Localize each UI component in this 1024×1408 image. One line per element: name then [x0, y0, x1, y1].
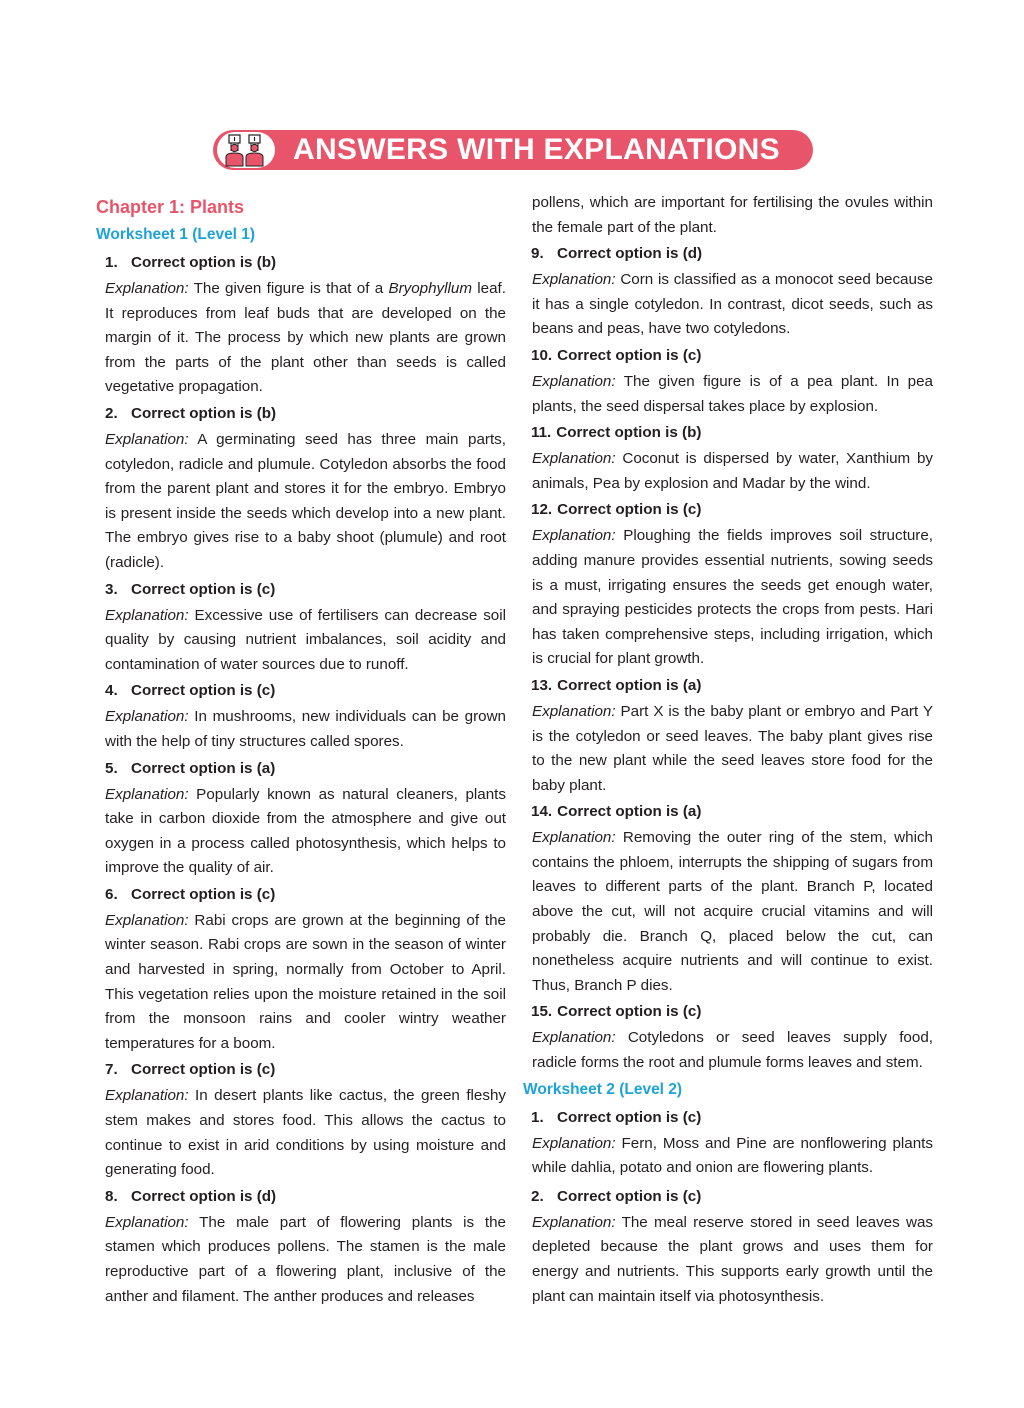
chapter-title: Chapter 1: Plants: [96, 197, 245, 217]
answer-heading: [523, 798, 933, 826]
answer-heading: [523, 240, 933, 268]
answer-number: 11.: [531, 424, 552, 442]
explanation-body: Coconut is dispersed by water, Xanthium by animals, Pea by explosion and Madar by the wind.: [532, 450, 933, 492]
answer-heading: [523, 1183, 933, 1211]
answer-number: 2.: [105, 404, 118, 422]
explanation-label: Explanation:: [105, 606, 189, 624]
explanation-body: Ploughing the fields improves soil structure, adding manure provides essential nutrients, sowing seeds is a must, irrigating ensures the seeds get enough water, and spraying pesticides protects the crops from pests. Hari has taken comprehensive steps, including irrigation, which is crucial for plant growth.: [532, 527, 933, 668]
answer-number: 14.: [531, 803, 553, 821]
answer-option: Correct option is (a): [131, 759, 276, 777]
answer-heading: [96, 576, 506, 604]
explanation-label: Explanation:: [105, 708, 189, 726]
answer-option: Correct option is (c): [131, 1061, 276, 1079]
worksheet-1-title: Worksheet 1 (Level 1): [96, 226, 256, 243]
answer-number: 6.: [105, 885, 118, 903]
explanation-label: Explanation:: [532, 372, 616, 390]
answer-option: Correct option is (a): [557, 676, 702, 694]
explanation-body: Excessive use of fertilisers can decrease soil quality by causing nutrient imbalances, soil acidity and contamination of water sources due to runoff.: [105, 606, 506, 673]
explanation-text: [523, 524, 933, 672]
answer-option: Correct option is (c): [557, 1108, 702, 1126]
answer-option: Correct option is (d): [557, 245, 703, 263]
explanation-label: Explanation:: [105, 430, 189, 448]
explanation-label: Explanation:: [532, 271, 616, 289]
explanation-text: [523, 1132, 933, 1181]
answer-heading: [96, 249, 506, 277]
explanation-text: [523, 826, 933, 998]
explanation-body: Corn is classified as a monocot seed because it has a single cotyledon. In contrast, dicot seeds, such as beans and peas, have two cotyledons.: [532, 271, 933, 338]
explanation-text: [96, 428, 506, 576]
explanation-body: Part X is the baby plant or embryo and Part Y is the cotyledon or seed leaves. The baby plant gives rise to the new plant while the seed leaves store food for the baby plant.: [532, 702, 933, 794]
explanation-continuation: pollens, which are important for fertilising the ovules within the female part of the plant.: [532, 194, 933, 236]
explanation-text: [96, 705, 506, 754]
banner-title: ANSWERS WITH EXPLANATIONS: [293, 133, 780, 166]
answer-option: Correct option is (c): [557, 346, 702, 364]
answer-heading: [523, 672, 933, 700]
answer-option: Correct option is (c): [557, 501, 702, 519]
explanation-text: [96, 1084, 506, 1182]
answer-heading: [96, 400, 506, 428]
answer-heading: [523, 1104, 933, 1132]
explanation-body: Popularly known as natural cleaners, plants take in carbon dioxide from the atmosphere and give out oxygen in a process called photosynthesis, which helps to improve the quality of air.: [105, 785, 506, 877]
explanation-body: Fern, Moss and Pine are nonflowering plants while dahlia, potato and onion are flowering plants.: [532, 1134, 933, 1177]
explanation-label: Explanation:: [532, 1213, 616, 1231]
explanation-text: [96, 1211, 506, 1309]
answer-option: Correct option is (c): [557, 1187, 702, 1205]
worksheet-2-title: Worksheet 2 (Level 2): [523, 1080, 683, 1098]
explanation-body: Removing the outer ring of the stem, which contains the phloem, interrupts the shipping of sugars from leaves to different parts of the plant. Branch P, located above the cut, will not acquire crucial vitamins and will probably die. Branch Q, placed below the cut, can nonetheless acquire nutrients and will continue to exist. Thus, Branch P dies.: [532, 829, 933, 994]
answer-heading: [523, 496, 933, 524]
answer-number: 1.: [105, 254, 118, 271]
explanation-text: [96, 604, 506, 678]
answer-option: Correct option is (a): [557, 803, 702, 821]
answer-number: 7.: [105, 1061, 118, 1079]
answer-number: 12.: [531, 501, 553, 519]
explanation-body: The given figure is of a pea plant. In pea plants, the seed dispersal takes place by explosion.: [532, 372, 933, 415]
species-name: Bryophyllum: [388, 280, 472, 297]
answer-number: 5.: [105, 759, 118, 777]
answer-number: 9.: [531, 245, 544, 263]
right-column: [523, 193, 933, 1309]
answer-number: 15.: [531, 1003, 553, 1021]
explanation-body: In mushrooms, new individuals can be grown with the help of tiny structures called spores.: [105, 708, 506, 750]
explanation-label: Explanation:: [105, 1087, 189, 1105]
explanation-body: The meal reserve stored in seed leaves was depleted because the plant grows and uses them for energy and nutrients. This supports early growth until the plant can maintain itself via photosynthesis.: [532, 1213, 933, 1305]
explanation-label: Explanation:: [532, 1134, 616, 1152]
answer-option: Correct option is (c): [557, 1003, 702, 1021]
explanation-label: Explanation:: [105, 280, 189, 297]
explanation-text: [523, 1211, 933, 1309]
explanation-label: Explanation:: [532, 702, 616, 720]
answer-option: Correct option is (b): [131, 254, 277, 271]
answer-number: 4.: [105, 682, 118, 700]
explanation-body: A germinating seed has three main parts, cotyledon, radicle and plumule. Cotyledon absorbs the food from the parent plant and stores it for the embryo. Embryo is present inside the seeds which develop into a new plant. The embryo gives rise to a baby shoot (plumule) and root (radicle).: [105, 430, 506, 571]
answer-number: 10.: [531, 346, 553, 364]
answer-heading: [523, 419, 933, 447]
explanation-body: In desert plants like cactus, the green fleshy stem makes and stores food. This allows the cactus to continue to exist in arid conditions by using moisture and generating food.: [105, 1087, 506, 1179]
explanation-label: Explanation:: [105, 785, 189, 803]
answer-heading: [96, 1183, 506, 1211]
explanation-text: [523, 700, 933, 798]
explanation-body: The given figure is that of a: [188, 280, 389, 297]
explanation-text: [96, 909, 506, 1057]
explanation-body: The male part of flowering plants is the stamen which produces pollens. The stamen is the male reproductive part of a flowering plant, inclusive of the anther and filament. The anther produces and releases: [105, 1213, 506, 1305]
answer-number: 3.: [105, 580, 118, 598]
explanation-label: Explanation:: [105, 1213, 189, 1231]
answer-option: Correct option is (d): [131, 1187, 277, 1205]
answer-heading: [96, 677, 506, 705]
explanation-body: leaf. It reproduces from leaf buds that are developed on the margin of it. The process by which new plants are grown from the parts of the plant other than seeds is called vegetative propagation.: [105, 280, 506, 396]
explanation-body: Cotyledons or seed leaves supply food, radicle forms the root and plumule forms leaves and stem.: [532, 1029, 933, 1072]
explanation-text: [523, 370, 933, 419]
students-with-signs-icon: [217, 132, 275, 168]
explanation-text: [96, 277, 506, 400]
answer-number: 8.: [105, 1187, 118, 1205]
explanation-label: Explanation:: [532, 1029, 616, 1047]
explanation-text: [96, 783, 506, 881]
answer-heading: [523, 998, 933, 1026]
answer-option: Correct option is (c): [131, 682, 276, 700]
answer-number: 2.: [531, 1187, 544, 1205]
explanation-label: Explanation:: [532, 527, 616, 545]
explanation-body: Rabi crops are grown at the beginning of the winter season. Rabi crops are sown in the season of winter and harvested in spring, normally from October to April. This vegetation relies upon the moisture retained in the soil from the monsoon rains and cooler wintry weather temperatures for a boom.: [105, 911, 506, 1052]
answers-banner: [213, 130, 813, 170]
answer-heading: [96, 1056, 506, 1084]
answer-heading: [96, 881, 506, 909]
answer-heading: [523, 342, 933, 370]
explanation-label: Explanation:: [532, 829, 616, 847]
left-column: [96, 193, 506, 1309]
explanation-text: [523, 1026, 933, 1075]
explanation-text: [523, 447, 933, 496]
answer-number: 1.: [531, 1108, 544, 1126]
answer-heading: [96, 755, 506, 783]
explanation-text: [523, 268, 933, 342]
answer-option: Correct option is (b): [556, 424, 702, 442]
answer-option: Correct option is (c): [131, 580, 276, 598]
explanation-label: Explanation:: [532, 450, 616, 468]
answer-option: Correct option is (b): [131, 404, 277, 422]
answer-number: 13.: [531, 676, 553, 694]
explanation-label: Explanation:: [105, 911, 189, 929]
answer-option: Correct option is (c): [131, 885, 276, 903]
